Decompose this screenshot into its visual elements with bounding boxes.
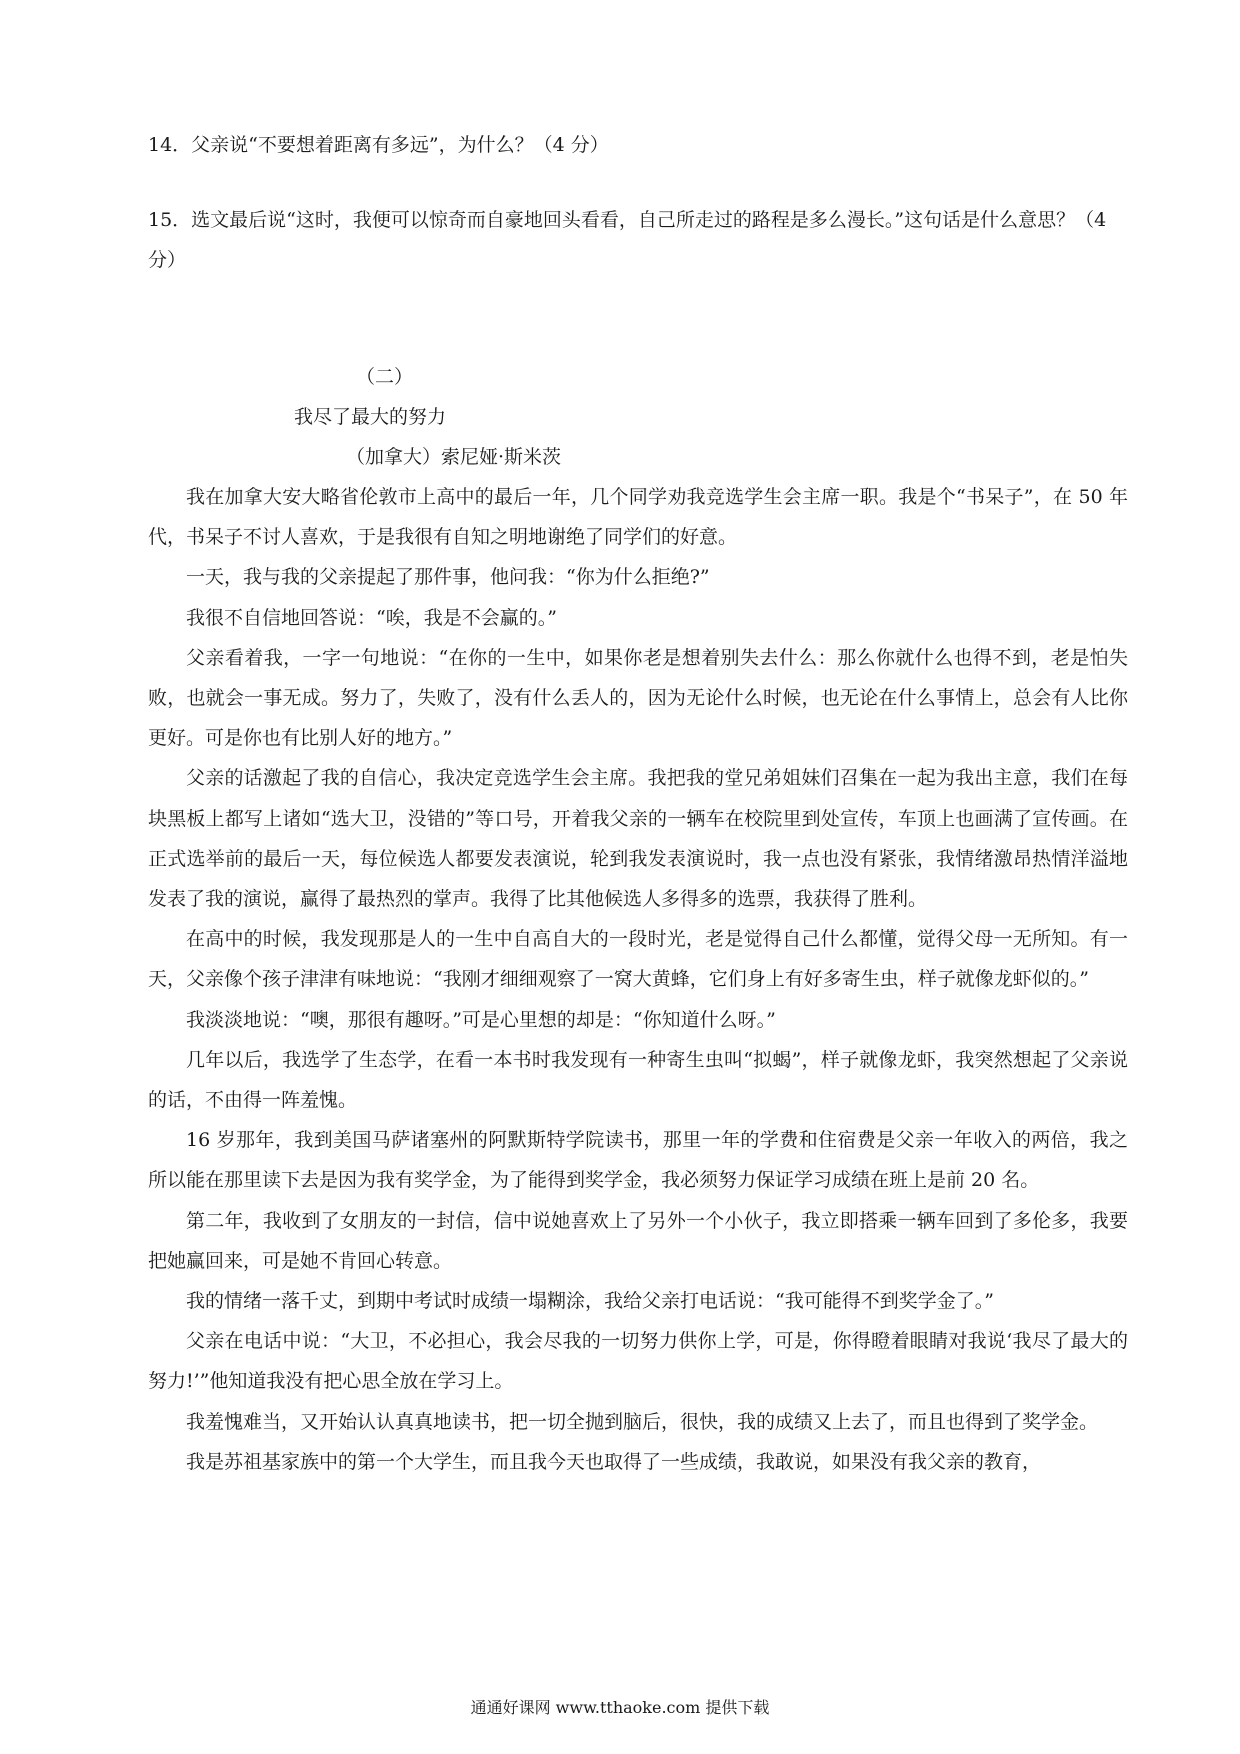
paragraph: 在高中的时候，我发现那是人的一生中自高自大的一段时光，老是觉得自己什么都懂，觉得父母一无所知。有一天，父亲像个孩子津津有味地说：“我刚才细细观察了一窝大黄蜂，它们身上有好多寄生虫，样子就像龙虾似的。” bbox=[148, 928, 1128, 991]
article-author: （加拿大）索尼娅·斯米茨 bbox=[346, 446, 562, 468]
paragraph: 16 岁那年，我到美国马萨诸塞州的阿默斯特学院读书，那里一年的学费和住宿费是父亲一年收入的两倍，我之所以能在那里读下去是因为我有奖学金，为了能得到奖学金，我必须努力保证学习成绩在班上是前 20 名。 bbox=[148, 1129, 1128, 1192]
paragraph: 第二年，我收到了女朋友的一封信，信中说她喜欢上了另外一个小伙子，我立即搭乘一辆车回到了多伦多，我要把她赢回来，可是她不肯回心转意。 bbox=[148, 1209, 1128, 1272]
question-14: 14．父亲说“不要想着距离有多远”，为什么？（4 分） bbox=[148, 134, 609, 156]
paragraph: 我淡淡地说：“噢，那很有趣呀。”可是心里想的却是：“你知道什么呀。” bbox=[186, 1008, 776, 1031]
article-body bbox=[148, 477, 1128, 1482]
paragraph: 父亲的话激起了我的自信心，我决定竞选学生会主席。我把我的堂兄弟姐妹们召集在一起为我出主意，我们在每块黑板上都写上诸如“选大卫，没错的”等口号，开着我父亲的一辆车在校院里到处宣传，车顶上也画满了宣传画。在正式选举前的最后一天，每位候选人都要发表演说，轮到我发表演说时，我一点也没有紧张，我情绪激昂热情洋溢地发表了我的演说，赢得了最热烈的掌声。我得了比其他候选人多得多的选票，我获得了胜利。 bbox=[148, 767, 1128, 911]
paragraph: 我的情绪一落千丈，到期中考试时成绩一塌糊涂，我给父亲打电话说：“我可能得不到奖学金了。” bbox=[186, 1290, 994, 1313]
paragraph: 我是苏祖基家族中的第一个大学生，而且我今天也取得了一些成绩，我敢说，如果没有我父亲的教育， bbox=[186, 1450, 1042, 1473]
paragraph: 几年以后，我选学了生态学，在看一本书时我发现有一种寄生虫叫“拟蝎”，样子就像龙虾，我突然想起了父亲说的话，不由得一阵羞愧。 bbox=[148, 1048, 1128, 1112]
paragraph: 父亲看着我，一字一句地说：“在你的一生中，如果你老是想着别失去什么：那么你就什么也得不到，老是怕失败，也就会一事无成。努力了，失败了，没有什么丢人的，因为无论什么时候，也无论在什么事情上，总会有人比你更好。可是你也有比别人好的地方。” bbox=[148, 646, 1128, 750]
page-footer: 通通好课网 www.tthaoke.com 提供下载 bbox=[470, 1698, 770, 1717]
question-15: 15．选文最后说“这时，我便可以惊奇而自豪地回头看看，自己所走过的路程是多么漫长。”这句话是什么意思？（4 分） bbox=[148, 209, 1107, 271]
paragraph: 我在加拿大安大略省伦敦市上高中的最后一年，几个同学劝我竞选学生会主席一职。我是个“书呆子”，在 50 年代，书呆子不讨人喜欢，于是我很有自知之明地谢绝了同学们的好意。 bbox=[148, 486, 1128, 549]
paragraph: 一天，我与我的父亲提起了那件事，他问我：“你为什么拒绝?” bbox=[186, 566, 710, 589]
article-title: 我尽了最大的努力 bbox=[294, 406, 447, 428]
paragraph: 我很不自信地回答说：“唉，我是不会赢的。” bbox=[186, 606, 557, 629]
section-number: （二） bbox=[356, 366, 414, 388]
paragraph: 我羞愧难当，又开始认认真真地读书，把一切全抛到脑后，很快，我的成绩又上去了，而且也得到了奖学金。 bbox=[186, 1410, 1099, 1433]
paragraph: 父亲在电话中说：“大卫，不必担心，我会尽我的一切努力供你上学，可是，你得瞪着眼睛对我说‘我尽了最大的努力!’”他知道我没有把心思全放在学习上。 bbox=[148, 1330, 1128, 1393]
